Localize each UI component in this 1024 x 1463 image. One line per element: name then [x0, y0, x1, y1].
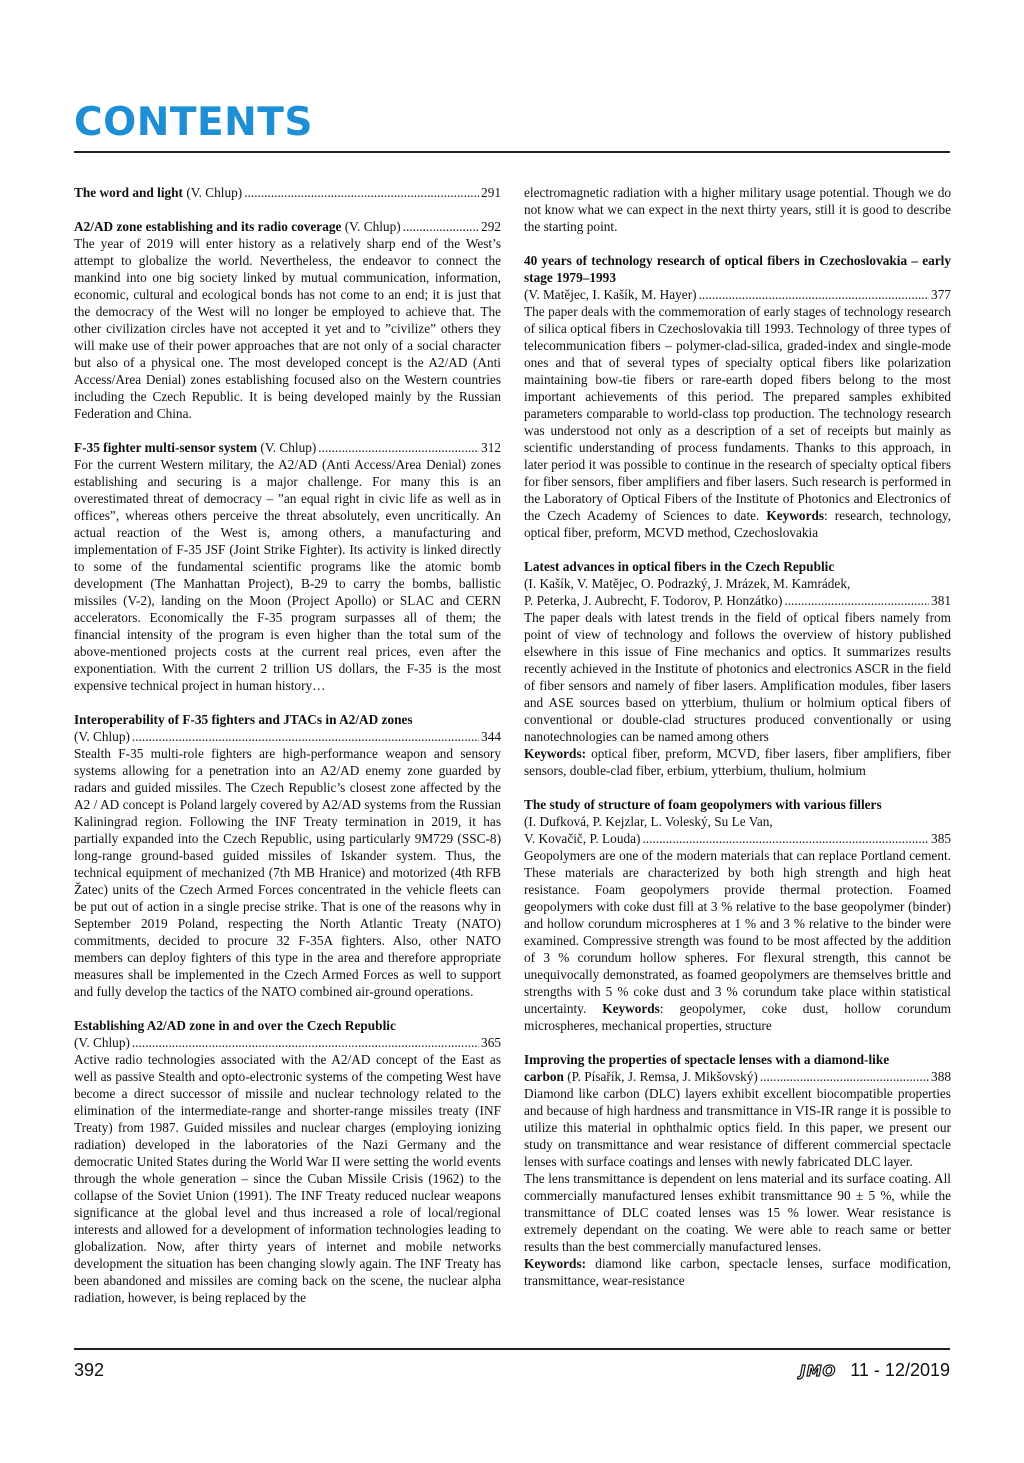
article-authors: P. Peterka, J. Aubrecht, F. Todorov, P. Honzátko) [524, 593, 783, 608]
page-heading: CONTENTS [74, 100, 313, 145]
article-title: The study of structure of foam geopolymers with various fillers [524, 797, 882, 812]
article-entry [524, 558, 951, 779]
keywords [524, 1255, 951, 1289]
article-authors: (V. Chlup) [344, 219, 401, 234]
keywords [524, 745, 951, 779]
keywords-text: optical fiber, preform, MCVD, fiber lasers, fiber amplifiers, fiber sensors, double-clad fiber, erbium, ytterbium, thulium, holmium [524, 746, 951, 778]
page-ref: 291 [481, 185, 501, 200]
article-authors: (P. Písařík, J. Remsa, J. Mikšovský) [567, 1069, 758, 1084]
abstract-text: The paper deals with the commemoration of early stages of technology research of silica optical fibers in Czechoslovakia till 1993. Technology of three types of telecommunication fibers – polymer-clad-silica, graded-index and single-mode ones and that of several types of specialty optical fibers like polarization maintaining bow-tie fibers or rare-earth doped fibers belong to the most important achievements of this period. The prepared samples exhibited parameters comparable to world-class top production. The technology research was understood not only as a description of a set of receipts but mainly as scientific understanding of process fundaments. Thanks to this approach, in later period it was possible to continue in the research of specialty optical fibers for fiber sensors, fiber amplifiers and fiber lasers. Such research is performed in the Laboratory of Optical Fibers of the Institute of Photonics and Electronics of the Czech Academy of Sciences to date. [524, 304, 951, 523]
article-title: The word and light [74, 185, 183, 200]
page-ref: 365 [481, 1035, 501, 1050]
article-entry [524, 796, 951, 1034]
dot-leader [642, 830, 929, 847]
toc-line [74, 439, 501, 456]
toc-line [74, 1034, 501, 1051]
abstract-text: Geopolymers are one of the modern materials that can replace Portland cement. These materials are characterized by both high strength and high heat resistance. Foam geopolymers provide thermal protection. Foamed geopolymers with coke dust fill at 3 % relative to the base geopolymer (binder) and hollow corundum microspheres at 1 % and 3 % relative to the binder were examined. Compressive strength was found to be most affected by the addition of 3 % corundum hollow spheres. For flexural strength, this cannot be unequivocally demonstrated, as foamed geopolymers are themselves brittle and strengths with 5 % coke dust and 3 % corundum take place within statistical uncertainty. [524, 848, 951, 1016]
article-authors: (V. Matějec, I. Kašík, M. Hayer) [524, 287, 697, 302]
article-title-line: Improving the properties of spectacle lenses with a diamond-like [524, 1052, 890, 1067]
article-title: carbon [524, 1069, 564, 1084]
toc-line [524, 830, 951, 847]
article-authors: (V. Chlup) [186, 185, 243, 200]
dot-leader [403, 218, 479, 235]
article-authors-line: (I. Dufková, P. Kejzlar, L. Voleský, Su Le Van, [524, 814, 773, 829]
article-abstract: Diamond like carbon (DLC) layers exhibit excellent biocompatible properties and because of high hardness and transmittance in VIS-IR range it is possible to utilize this material in ophthalmic optics field. In this paper, we present our study on transmittance and wear resistance of different commercial spectacle lenses with surface coatings and lenses with newly fabricated DLC layer. [524, 1086, 951, 1169]
keywords-label: Keywords [602, 1001, 660, 1016]
page-ref: 385 [931, 831, 951, 846]
article-abstract: Stealth F-35 multi-role fighters are high-performance weapon and sensory systems allowing for a penetration into an A2/AD enemy zone guarded by radars and guided missiles. The Czech Republic’s closest zone affected by the A2 / AD concept is Poland largely covered by A2/AD systems from the Russian Kaliningrad region. Following the INF Treaty termination in 2019, it has partially expanded into the Czech Republic, using particularly 9M729 (SSC-8) long-range ground-based guided missiles of Iskander system. Thus, the technical equipment of mechanized (7th MB Hranice) and motorized (4th RFB Žatec) units of the Czech Armed Forces concentrated in the vehicle fleets can be put out of action in a single precise strike. That is one of the reasons why in September 2019 Poland, respecting the North Atlantic Treaty (NATO) commitments, decided to procure 32 F-35A fighters. Also, other NATO members can deploy fighters of this type in the area and therefore appropriate measures shall be implemented in the Czech Armed Forces as well to support and fully develop the tactics of the NATO combined air-ground operations. [74, 746, 501, 999]
article-entry [74, 218, 501, 422]
page-ref: 292 [481, 219, 501, 234]
article-title: 40 years of technology research of optical fibers in Czechoslovakia – early stage 1979–1993 [524, 253, 951, 285]
page-ref: 312 [481, 440, 501, 455]
article-entry [524, 252, 951, 541]
journal-info [798, 1360, 950, 1381]
keywords-label: Keywords: [524, 746, 587, 761]
page-ref: 388 [931, 1069, 951, 1084]
toc-line [524, 286, 951, 303]
article-abstract [524, 303, 951, 541]
article-abstract: For the current Western military, the A2/AD (Anti Access/Area Denial) zones establishing and securing is a major challenge. For many this is an overestimated threat of democracy – ”an equal right in civic life as well as in offices”, whereas others perceive the threat absolutely, even uncritically. An actual reaction of the West is, among others, a manufacturing and implementation of F-35 JSF (Joint Strike Fighter). Its activity is linked directly to some of the fundamental scientific programs like the atomic bomb development (The Manhattan Project), B-29 to carry the bombs, ballistic missiles (V-2), landing on the Moon (Project Apollo) or SLAC and CERN accelerators. Economically the F-35 program surpasses all of them; the financial intensity of the program is even higher than the total sum of the above-mentioned projects costs at the current real prices, even after the exponentiation. With the current 2 trillion US dollars, the F-35 is the most expensive technical project in human history… [74, 457, 501, 693]
toc-line [74, 184, 501, 201]
article-authors: (V. Chlup) [74, 1035, 130, 1050]
dot-leader [760, 1068, 929, 1085]
article-title: A2/AD zone establishing and its radio coverage [74, 219, 342, 234]
dot-leader [132, 1034, 479, 1051]
article-title: Interoperability of F-35 fighters and JTACs in A2/AD zones [74, 712, 413, 727]
article-authors: V. Kovačič, P. Louda) [524, 831, 641, 846]
dot-leader [784, 592, 929, 609]
article-entry [524, 1051, 951, 1289]
article-entry-continued [524, 184, 951, 235]
article-entry [74, 711, 501, 1000]
article-entry [74, 1017, 501, 1306]
page-ref: 344 [481, 729, 501, 744]
article-authors: (V. Chlup) [74, 729, 130, 744]
right-column [524, 184, 951, 1306]
toc-line [524, 1068, 951, 1085]
dot-leader [318, 439, 479, 456]
article-abstract: Active radio technologies associated with the A2/AD concept of the East as well as passive Stealth and opto-electronic systems of the competing West have become a direct successor of missile and nuclear technology related to the elimination of the intermediate-range and shorter-range missiles treaty (INF Treaty) from 1987. Guided missiles and nuclear charges (employing ionizing radiation) developed in the laboratories of the Nazi Germany and the democratic United States during the World War II were setting the world events through the whole generation – since the Cuban Missile Crisis (1962) to the collapse of the Soviet Union (1991). The INF Treaty reduced nuclear weapons significance at the global level and thus increased a role of local/regional interests and allowed for a development of information technologies leading to globalization. Now, after thirty years of internet and mobile networks development the situation has been changing slowly again. The INF Treaty has been abandoned and missiles are coming back on the scene, the nuclear alpha radiation, however, is being replaced by the [74, 1052, 501, 1305]
keywords-text: : research, technology, optical fiber, preform, MCVD method, Czechoslovakia [524, 508, 951, 540]
page-ref: 381 [931, 593, 951, 608]
article-abstract: The paper deals with latest trends in the field of optical fibers namely from point of view of technology and follows the overview of history published elsewhere in this issue of Fine mechanics and optics. It summarizes results recently achieved in the Institute of photonics and electronics ASCR in the field of fiber sensors and namely of fiber lasers. Amplification modules, fiber lasers and ASE sources based on ytterbium, thulium or holmium optical fibers of conventional or double-clad structures produced conventionally or using nanotechnologies can be named among others [524, 610, 951, 744]
keywords-label: Keywords: [524, 1256, 587, 1271]
toc-line [74, 728, 501, 745]
article-abstract [524, 847, 951, 1034]
page-number: 392 [74, 1360, 105, 1380]
article-entry [74, 439, 501, 694]
left-column [74, 184, 501, 1323]
article-title: F-35 fighter multi-sensor system [74, 440, 258, 455]
article-title: Latest advances in optical fibers in the Czech Republic [524, 559, 835, 574]
issue-number: 11 - 12/2019 [850, 1360, 950, 1380]
article-abstract-2: The lens transmittance is dependent on lens material and its surface coating. All commercially manufactured lenses exhibit transmittance 90 ± 5 %, while the transmittance of DLC coated lenses was 15 % lower. Wear resistance is extremely dependant on the coating. We were able to reach same or better results than the best commercially manufactured lenses. [524, 1171, 951, 1254]
article-entry [74, 184, 501, 201]
article-authors-line: (I. Kašík, V. Matějec, O. Podrazký, J. Mrázek, M. Kamrádek, [524, 576, 851, 591]
dot-leader [244, 184, 479, 201]
bottom-rule [74, 1348, 950, 1350]
dot-leader [132, 728, 479, 745]
article-title: Establishing A2/AD zone in and over the Czech Republic [74, 1018, 396, 1033]
article-authors: (V. Chlup) [260, 440, 317, 455]
article-abstract: The year of 2019 will enter history as a relatively sharp end of the West’s attempt to globalize the world. Nevertheless, the endeavor to connect the mankind into one big society linked by mutual communication, information, economic, cultural and ecological bonds has not come to an end; it is just that the democracy of the West will no longer be employed to achieve that. The other civilization circles have not accepted it yet and to ”civilize” others they will make use of their power approaches that are not only of a social character but also of a physical one. The most developed concept is the A2/AD (Anti Access/Area Denial) zones establishing focused also on the Western countries including the Czech Republic. It is being developed mainly by the Russian Federation and China. [74, 236, 501, 421]
keywords-label: Keywords [766, 508, 825, 523]
top-rule [74, 151, 950, 153]
keywords-text: : geopolymer, coke dust, hollow corundum microspheres, mechanical properties, structure [524, 1001, 952, 1033]
toc-line [74, 218, 501, 235]
toc-line [524, 592, 951, 609]
article-abstract-continued: electromagnetic radiation with a higher military usage potential. Though we do not know what we can expect in the next thirty years, still it is good to describe the starting point. [524, 185, 951, 234]
keywords-text: diamond like carbon, spectacle lenses, surface modification, transmittance, wear-resistance [524, 1256, 951, 1288]
page-ref: 377 [931, 287, 951, 302]
jmo-logo: JMO [799, 1361, 837, 1380]
dot-leader [699, 286, 929, 303]
